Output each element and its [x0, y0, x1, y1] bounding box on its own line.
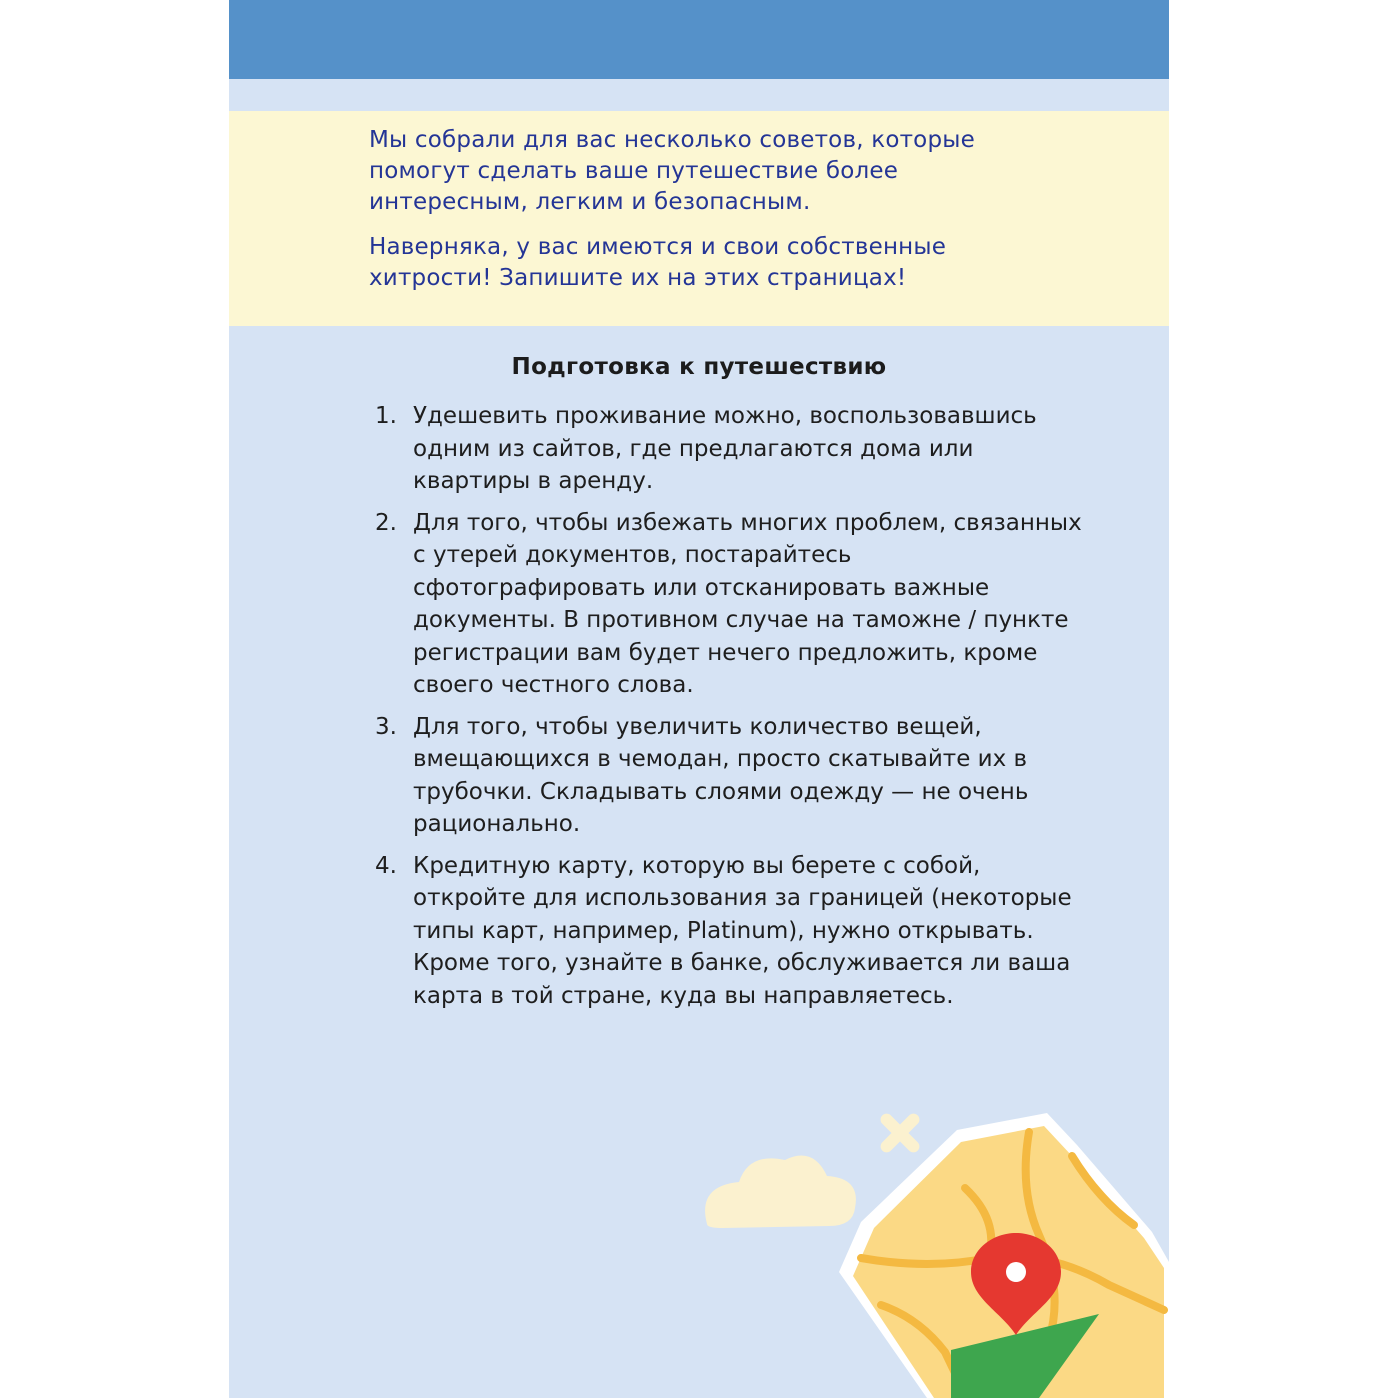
- list-item: [369, 400, 1089, 498]
- list-item: [369, 507, 1089, 702]
- item-number: 4.: [375, 852, 397, 879]
- item-text: Для того, чтобы избежать многих проблем, связанных с утерей документов, постарайтесь сфотографировать или отсканировать важные документы. В противном случае на таможне / пункте регистрации вам будет нечего предложить, кроме своего честного слова.: [413, 509, 1082, 698]
- item-number: 3.: [375, 713, 397, 740]
- cloud-icon: [705, 1156, 856, 1228]
- intro-paragraph-1: Мы собрали для вас несколько советов, которые помогут сделать ваше путешествие более интересным, легким и безопасным.: [369, 127, 975, 215]
- section-title: Подготовка к путешествию: [511, 354, 887, 380]
- sparkle-icon: [865, 1098, 936, 1169]
- tips-list: [369, 400, 1089, 1021]
- book-page: [229, 0, 1169, 1398]
- map-icon: [839, 1113, 1169, 1398]
- item-text: Удешевить проживание можно, воспользовавшись одним из сайтов, где предлагаются дома или квартиры в аренду.: [413, 403, 1037, 494]
- item-number: 2.: [375, 509, 397, 536]
- item-text: Кредитную карту, которую вы берете с собой, откройте для использования за границей (некоторые типы карт, например, Platinum), нужно открывать. Кроме того, узнайте в банке, обслуживается ли ваша карта в той стране, куда вы направляетесь.: [413, 852, 1072, 1009]
- list-item: [369, 711, 1089, 841]
- item-number: 1.: [375, 403, 397, 429]
- header-bar: [229, 0, 1169, 79]
- item-text: Для того, чтобы увеличить количество вещей, вмещающихся в чемодан, просто скатывайте их в трубочки. Складывать слоями одежду — не очень рационально.: [413, 713, 1029, 837]
- intro-box: [229, 111, 1169, 326]
- intro-paragraph-2: Наверняка, у вас имеются и свои собственные хитрости! Запишите их на этих страницах!: [369, 234, 947, 291]
- list-item: [369, 850, 1089, 1013]
- intro-text: [369, 125, 1029, 308]
- location-pin-icon: [971, 1233, 1061, 1335]
